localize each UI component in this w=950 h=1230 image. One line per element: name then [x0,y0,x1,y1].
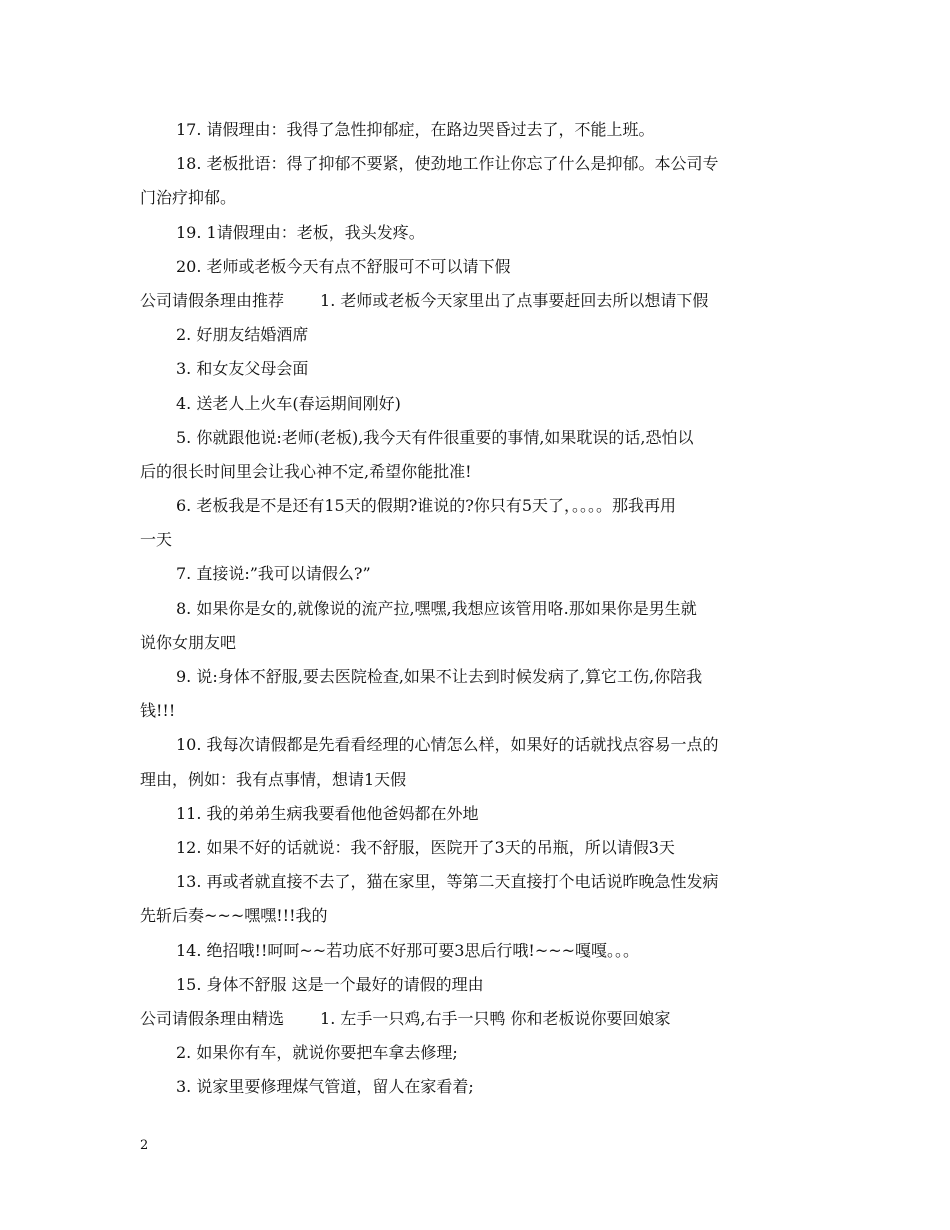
document-body [140,113,812,1104]
list-item: 17. 请假理由：我得了急性抑郁症，在路边哭昏过去了，不能上班。 [176,120,655,139]
list-item: 4. 送老人上火车(春运期间刚好) [176,393,401,413]
page-number: 2 [140,1138,149,1153]
list-item: 2. 如果你有车，就说你要把车拿去修理; [176,1043,458,1063]
list-item-continuation: 说你女朋友吧 [140,632,237,652]
list-item-continuation: 理由，例如：我有点事情，想请1天假 [140,769,407,789]
section-heading: 公司请假条理由推荐 [140,290,285,310]
list-item: 5. 你就跟他说:老师(老板),我今天有件很重要的事情,如果耽误的话,恐怕以 [176,427,694,447]
list-item: 19. 1请假理由：老板，我头发疼。 [176,222,425,242]
list-item: 15. 身体不舒服 这是一个最好的请假的理由 [176,974,484,994]
list-item-continuation: 门治疗抑郁。 [140,188,237,208]
list-item: 11. 我的弟弟生病我要看他他爸妈都在外地 [176,803,479,823]
section-heading-line [140,1002,812,1036]
list-item: 6. 老板我是不是还有15天的假期?谁说的?你只有5天了，。。。。那我再用 [176,496,677,516]
list-item-continuation: 钱!!! [140,701,176,721]
list-item: 20. 老师或老板今天有点不舒服可不可以请下假 [176,256,511,276]
list-item: 8. 如果你是女的,就像说的流产拉,嘿嘿,我想应该管用咯.那如果你是男生就 [176,598,697,618]
list-item: 10. 我每次请假都是先看看经理的心情怎么样，如果好的话就找点容易一点的 [176,735,719,755]
section-heading: 公司请假条理由精选 [140,1008,285,1028]
list-item-continuation: 后的很长时间里会让我心神不定,希望你能批准! [140,461,472,481]
list-item: 7. 直接说:”我可以请假么?” [176,564,371,584]
list-item: 2. 好朋友结婚酒席 [176,325,309,345]
list-item: 3. 说家里要修理煤气管道，留人在家看着; [176,1077,474,1097]
list-item: 1. 老师或老板今天家里出了点事要赶回去所以想请下假 [320,290,709,310]
section-heading-line [140,284,812,318]
list-item: 13. 再或者就直接不去了，猫在家里，等第二天直接打个电话说昨晚急性发病 [176,872,719,892]
list-item: 1. 左手一只鸡,右手一只鸭 你和老板说你要回娘家 [320,1008,671,1028]
list-item: 3. 和女友父母会面 [176,359,309,379]
list-item: 18. 老板批语：得了抑郁不要紧，使劲地工作让你忘了什么是抑郁。本公司专 [176,154,719,174]
list-item: 9. 说:身体不舒服,要去医院检查,如果不让去到时候发病了,算它工伤,你陪我 [176,667,703,686]
list-item: 12. 如果不好的话就说：我不舒服，医院开了3天的吊瓶，所以请假3天 [176,837,675,857]
list-item-continuation: 一天 [140,530,173,550]
list-item: 14. 绝招哦!!呵呵~~若功底不好那可要3思后行哦!~~~嘎嘎。。。 [176,940,640,960]
list-item-continuation: 先斩后奏~~~嘿嘿!!!我的 [140,906,328,926]
